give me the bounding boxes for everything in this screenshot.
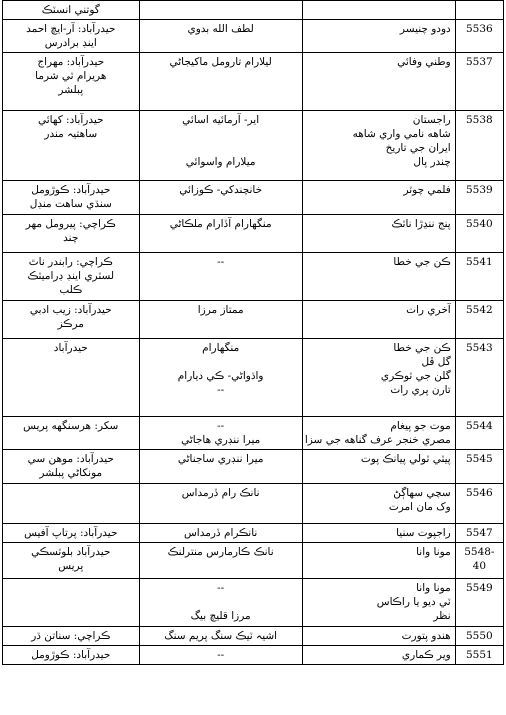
author-cell bbox=[139, 524, 302, 543]
author-cell bbox=[139, 301, 302, 339]
table-row bbox=[3, 579, 504, 627]
table-row bbox=[3, 111, 504, 181]
title-cell-line: ڪن جي خطا bbox=[393, 342, 451, 354]
author-cell bbox=[139, 1, 302, 20]
author-cell-line: لطف الله بدوي bbox=[187, 23, 254, 35]
line-spacer bbox=[144, 127, 298, 141]
title-cell-line: وک مان امرت bbox=[388, 501, 451, 513]
table-row bbox=[3, 646, 504, 665]
entry-number-cell: 5536 bbox=[455, 20, 503, 53]
publisher-cell-line: مونکاڻي پبلشر bbox=[39, 467, 103, 479]
entry-number-cell: 5541 bbox=[455, 253, 503, 301]
title-cell bbox=[302, 450, 455, 484]
title-cell-line: سچي سهاڳڻ bbox=[393, 487, 451, 499]
publisher-cell-line: ڪراچي: پيرومل مهر bbox=[25, 218, 116, 230]
title-cell bbox=[302, 646, 455, 665]
publisher-cell-line: مرڪز bbox=[57, 318, 84, 330]
publisher-cell bbox=[3, 181, 140, 215]
author-cell bbox=[139, 579, 302, 627]
table-row bbox=[3, 627, 504, 646]
author-cell bbox=[139, 53, 302, 111]
bibliography-table bbox=[2, 0, 504, 665]
author-cell-line: -- bbox=[217, 256, 225, 268]
author-cell bbox=[139, 181, 302, 215]
entry-number-cell: 5537 bbox=[455, 53, 503, 111]
publisher-cell-line: سنڌي ساهت منڊل bbox=[29, 198, 112, 210]
publisher-cell-line: سکر: هرسنگهه پريس bbox=[23, 420, 119, 432]
publisher-cell-line: حيدرآباد: موهن سي bbox=[27, 453, 114, 465]
entry-number-cell: 5548-40 bbox=[455, 543, 503, 579]
title-cell-line: هندو پتورت bbox=[401, 630, 451, 642]
author-cell-line: ميرا ننڊري ساجناڻي bbox=[177, 453, 264, 465]
entry-number-cell: 5542 bbox=[455, 301, 503, 339]
author-cell bbox=[139, 339, 302, 417]
publisher-cell-line: حيدرآباد: پرتاپ آفيس bbox=[24, 527, 118, 539]
author-cell-line: مرزا قليچ بيگ bbox=[190, 610, 251, 622]
publisher-cell-line: پبلشر bbox=[58, 84, 84, 96]
table-row bbox=[3, 543, 504, 579]
title-cell-line: راجستان bbox=[412, 114, 451, 126]
entry-number-cell: 5544 bbox=[455, 417, 503, 450]
author-cell bbox=[139, 111, 302, 181]
table-row bbox=[3, 215, 504, 253]
publisher-cell bbox=[3, 215, 140, 253]
publisher-cell-line: ڪلب bbox=[59, 284, 83, 296]
table-row bbox=[3, 450, 504, 484]
publisher-cell-line: هريرام ٽي شرما bbox=[35, 70, 107, 82]
author-cell-line: خانچندکي- ڪوزائي bbox=[179, 184, 263, 196]
author-cell-line: ميلارام واسوائي bbox=[185, 156, 256, 168]
entry-number-cell: 5540 bbox=[455, 215, 503, 253]
title-cell-line: پيٽي ٽولي پيانڪ پوت bbox=[360, 453, 451, 465]
author-cell-line: منگهارام آڏارام ملڪاڻي bbox=[169, 218, 272, 230]
publisher-cell-line: حيدرآباد: ڪوڙومل bbox=[31, 184, 111, 196]
title-cell bbox=[302, 53, 455, 111]
publisher-cell-line: حيدرآباد: مهراج bbox=[37, 56, 105, 68]
title-cell-line: مونا وانا bbox=[416, 582, 451, 594]
entry-number-cell: 5543 bbox=[455, 339, 503, 417]
publisher-cell-line: گوتني انسٽڪ bbox=[41, 4, 100, 16]
author-cell-line: -- bbox=[217, 420, 225, 432]
author-cell-line: اشيہ ٽيڪ سنگ پريم سنگ bbox=[164, 630, 278, 642]
title-cell-line: گلن جي ٽوڪري bbox=[380, 370, 451, 382]
publisher-cell-line: پريس bbox=[58, 560, 84, 572]
publisher-cell-line: حيدرآباد: ڪوڙومل bbox=[31, 649, 111, 661]
author-cell-line: -- bbox=[217, 582, 225, 594]
author-cell-line: نانڪ ڪارمارس منترلنڪ bbox=[167, 546, 274, 558]
publisher-cell bbox=[3, 301, 140, 339]
title-cell bbox=[302, 111, 455, 181]
author-cell bbox=[139, 646, 302, 665]
title-cell-line: ڪن جي خطا bbox=[393, 256, 451, 268]
publisher-cell-line: ڪراچي: رابندر ناٿ bbox=[28, 256, 113, 268]
publisher-cell bbox=[3, 339, 140, 417]
author-cell-line: -- bbox=[217, 384, 225, 396]
title-cell bbox=[302, 1, 455, 20]
entry-number-cell: 5539 bbox=[455, 181, 503, 215]
entry-number-cell: 5547 bbox=[455, 524, 503, 543]
title-cell bbox=[302, 301, 455, 339]
table-row bbox=[3, 301, 504, 339]
publisher-cell bbox=[3, 484, 140, 524]
entry-number-cell: 5551 bbox=[455, 646, 503, 665]
entry-number-cell: 5546 bbox=[455, 484, 503, 524]
author-cell bbox=[139, 543, 302, 579]
publisher-cell bbox=[3, 417, 140, 450]
title-cell-line: چندر پال bbox=[413, 156, 451, 168]
publisher-cell-line: چند bbox=[63, 232, 79, 244]
author-cell-line: ممتاز مرزا bbox=[197, 304, 244, 316]
table-row bbox=[3, 484, 504, 524]
publisher-cell-line: ڪراچي: سناتن ڌر bbox=[31, 630, 111, 642]
author-cell-line: -- bbox=[217, 649, 225, 661]
title-cell bbox=[302, 339, 455, 417]
title-cell-line: پنج ننڍڙا ناٽڪ bbox=[391, 218, 451, 230]
table-body bbox=[3, 1, 504, 665]
title-cell-line: مصري خنجر عرف گناهه جي سزا bbox=[304, 434, 451, 446]
author-cell bbox=[139, 417, 302, 450]
title-cell bbox=[302, 417, 455, 450]
entry-number-cell: 5550 bbox=[455, 627, 503, 646]
author-cell bbox=[139, 450, 302, 484]
title-cell-line: مونا وانا bbox=[416, 546, 451, 558]
line-spacer bbox=[144, 595, 298, 609]
entry-number-cell: 5545 bbox=[455, 450, 503, 484]
table-row bbox=[3, 1, 504, 20]
line-spacer bbox=[144, 355, 298, 369]
publisher-cell bbox=[3, 450, 140, 484]
publisher-cell bbox=[3, 1, 140, 20]
title-cell-line: نظر bbox=[433, 610, 451, 622]
title-cell-line: موت جو پيغام bbox=[390, 420, 451, 432]
publisher-cell bbox=[3, 53, 140, 111]
title-cell-line: تارن پري رات bbox=[390, 384, 451, 396]
author-cell-line: نانڪرام ڏرمداس bbox=[183, 527, 258, 539]
publisher-cell bbox=[3, 253, 140, 301]
publisher-cell bbox=[3, 524, 140, 543]
publisher-cell-line: حيدرآباد: زيب ادبي bbox=[29, 304, 112, 316]
table-row bbox=[3, 181, 504, 215]
table-row bbox=[3, 20, 504, 53]
title-cell bbox=[302, 181, 455, 215]
publisher-cell-line: حيدرآباد bbox=[53, 342, 88, 354]
publisher-cell bbox=[3, 579, 140, 627]
title-cell bbox=[302, 627, 455, 646]
publisher-cell bbox=[3, 543, 140, 579]
author-cell bbox=[139, 627, 302, 646]
title-cell-line: دودو چنيسر bbox=[399, 23, 451, 35]
title-cell-line: گل ڦل bbox=[421, 356, 451, 368]
publisher-cell bbox=[3, 627, 140, 646]
author-cell-line: منگهارام bbox=[202, 342, 240, 354]
publisher-cell-line: لسٽري اينڊ ڊراميٽڪ bbox=[27, 270, 115, 282]
table-row bbox=[3, 417, 504, 450]
title-cell-line: آخري رات bbox=[406, 304, 451, 316]
publisher-cell-line: اينڊ برادرس bbox=[44, 37, 97, 49]
title-cell bbox=[302, 484, 455, 524]
title-cell bbox=[302, 20, 455, 53]
entry-number-cell: 5538 bbox=[455, 111, 503, 181]
author-cell-line: اير- آرمائيه اسائي bbox=[182, 114, 260, 126]
publisher-cell-line: حيدرآباد بلوٽسڪي bbox=[31, 546, 111, 558]
author-cell bbox=[139, 20, 302, 53]
author-cell bbox=[139, 215, 302, 253]
title-cell bbox=[302, 543, 455, 579]
title-cell-line: شاهه نامي واري شاهه bbox=[352, 128, 451, 140]
table-row bbox=[3, 253, 504, 301]
table-row bbox=[3, 53, 504, 111]
publisher-cell bbox=[3, 646, 140, 665]
table-row bbox=[3, 339, 504, 417]
author-cell bbox=[139, 253, 302, 301]
title-cell-line: راجپوت سنيا bbox=[396, 527, 451, 539]
title-cell bbox=[302, 524, 455, 543]
publisher-cell-line: حيدرآباد: آر-ايچ احمد bbox=[26, 23, 116, 35]
author-cell-line: ليلارام تارومل ماکيجاڻي bbox=[169, 56, 272, 68]
title-cell bbox=[302, 215, 455, 253]
title-cell-line: ايران جي تاريخ bbox=[385, 142, 451, 154]
publisher-cell-line: حيدرآباد: کهائي bbox=[37, 114, 104, 126]
publisher-cell bbox=[3, 20, 140, 53]
title-cell-line: فلمي چوٽر bbox=[403, 184, 451, 196]
publisher-cell-line: ساهتيہ مندر bbox=[44, 128, 98, 140]
author-cell-line: واڌواڻي- ڪي ديارام bbox=[177, 370, 264, 382]
title-cell bbox=[302, 253, 455, 301]
title-cell-line: وير ڪماري bbox=[401, 649, 451, 661]
author-cell-line: ميرا ننڊري هاجاڻي bbox=[181, 434, 261, 446]
author-cell-line: نانڪ رام ڏرمداس bbox=[181, 487, 260, 499]
title-cell bbox=[302, 579, 455, 627]
title-cell-line: وطني وفائي bbox=[397, 56, 451, 68]
publisher-cell bbox=[3, 111, 140, 181]
line-spacer bbox=[144, 141, 298, 155]
title-cell-line: ٽي ديو يا راڪاس bbox=[376, 596, 451, 608]
entry-number-cell: 5549 bbox=[455, 579, 503, 627]
entry-number-cell bbox=[455, 1, 503, 20]
author-cell bbox=[139, 484, 302, 524]
table-row bbox=[3, 524, 504, 543]
